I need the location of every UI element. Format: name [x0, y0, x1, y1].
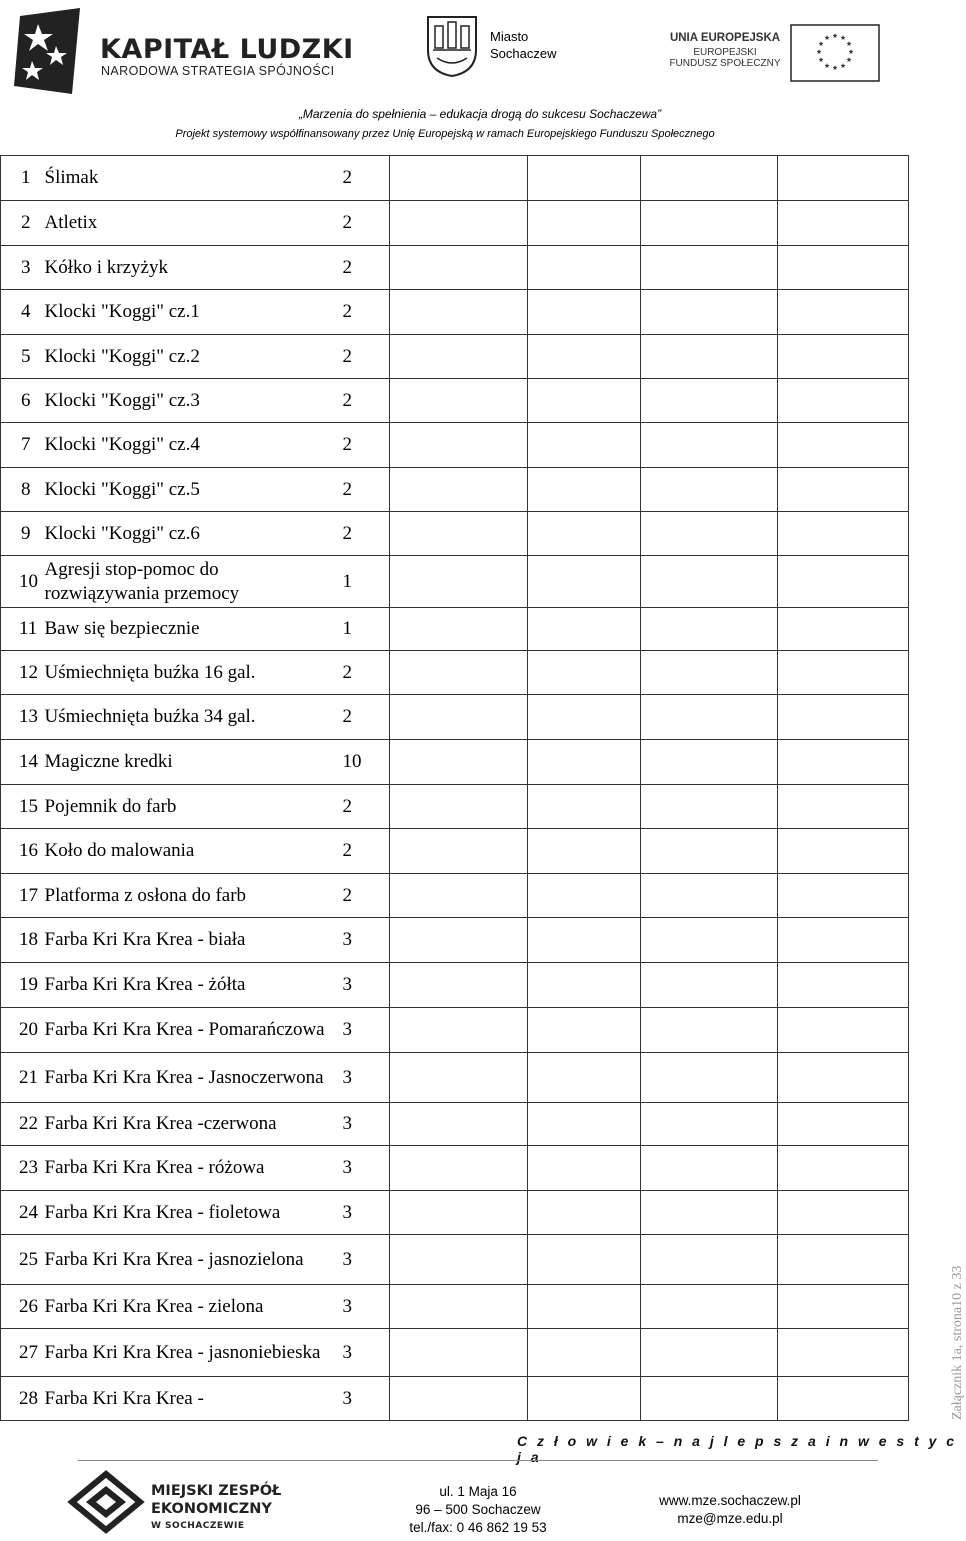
svg-text:★: ★: [831, 32, 839, 40]
row-number: 28: [1, 1377, 43, 1421]
empty-cell: [778, 1008, 909, 1053]
item-name: Klocki "Koggi" cz.4: [43, 423, 337, 468]
item-quantity: 2: [337, 695, 390, 740]
empty-cell: [641, 556, 778, 608]
item-name: Magiczne kredki: [43, 740, 337, 785]
item-quantity: 3: [337, 1191, 390, 1235]
row-number: 26: [1, 1285, 43, 1329]
item-name: Farba Kri Kra Krea - jasnoniebieska: [43, 1329, 337, 1377]
items-table: [0, 155, 909, 1421]
empty-cell: [641, 1285, 778, 1329]
empty-cell: [390, 290, 528, 335]
empty-cell: [778, 651, 909, 695]
footer-divider: [78, 1460, 878, 1461]
empty-cell: [778, 1285, 909, 1329]
empty-cell: [390, 468, 528, 512]
row-number: 12: [1, 651, 43, 695]
item-name: Pojemnik do farb: [43, 785, 337, 829]
empty-cell: [528, 201, 641, 246]
empty-cell: [778, 963, 909, 1008]
table-row: [1, 156, 909, 201]
empty-cell: [528, 423, 641, 468]
empty-cell: [641, 1146, 778, 1191]
empty-cell: [528, 740, 641, 785]
empty-cell: [528, 963, 641, 1008]
project-motto: „Marzenia do spełnienia – edukacja drogą do sukcesu Sochaczewa”: [298, 107, 662, 121]
empty-cell: [641, 423, 778, 468]
empty-cell: [390, 1285, 528, 1329]
empty-cell: [641, 1008, 778, 1053]
empty-cell: [528, 335, 641, 379]
empty-cell: [528, 1377, 641, 1421]
empty-cell: [641, 651, 778, 695]
item-name: Baw się bezpiecznie: [43, 608, 337, 651]
item-quantity: 2: [337, 874, 390, 918]
item-name: Farba Kri Kra Krea -czerwona: [43, 1103, 337, 1146]
empty-cell: [778, 246, 909, 290]
empty-cell: [528, 651, 641, 695]
item-name: Klocki "Koggi" cz.6: [43, 512, 337, 556]
school-address: ul. 1 Maja 16 96 – 500 Sochaczew tel./fax: 0 46 862 19 53: [409, 1484, 547, 1535]
row-number: 25: [1, 1235, 43, 1285]
empty-cell: [528, 1329, 641, 1377]
table-row: [1, 512, 909, 556]
items-table-body: [1, 156, 909, 1421]
row-number: 2: [1, 201, 43, 246]
row-number: 27: [1, 1329, 43, 1377]
svg-text:★: ★: [847, 48, 855, 56]
row-number: 10: [1, 556, 43, 608]
item-name: Farba Kri Kra Krea - żółta: [43, 963, 337, 1008]
svg-text:★: ★: [839, 62, 847, 70]
table-row: [1, 1377, 909, 1421]
table-row: [1, 246, 909, 290]
empty-cell: [390, 785, 528, 829]
empty-cell: [641, 1377, 778, 1421]
empty-cell: [390, 1146, 528, 1191]
empty-cell: [390, 918, 528, 963]
empty-cell: [778, 468, 909, 512]
empty-cell: [641, 468, 778, 512]
item-quantity: 2: [337, 829, 390, 874]
empty-cell: [390, 1329, 528, 1377]
item-name: Agresji stop-pomoc do rozwiązywania przemocy: [43, 556, 337, 608]
sochaczew-crest-icon: [425, 14, 479, 78]
table-row: [1, 290, 909, 335]
row-number: 4: [1, 290, 43, 335]
item-name: Uśmiechnięta buźka 34 gal.: [43, 695, 337, 740]
empty-cell: [390, 556, 528, 608]
item-name: Farba Kri Kra Krea - Jasnoczerwona: [43, 1053, 337, 1103]
empty-cell: [778, 201, 909, 246]
empty-cell: [528, 1285, 641, 1329]
empty-cell: [390, 608, 528, 651]
empty-cell: [390, 201, 528, 246]
item-quantity: 3: [337, 1329, 390, 1377]
row-number: 8: [1, 468, 43, 512]
item-name: Atletix: [43, 201, 337, 246]
eu-logo-text: UNIA EUROPEJSKA EUROPEJSKI FUNDUSZ SPOŁECZNY: [669, 32, 781, 69]
empty-cell: [778, 335, 909, 379]
empty-cell: [390, 423, 528, 468]
empty-cell: [641, 963, 778, 1008]
city-name: Miasto Sochaczew: [490, 29, 557, 61]
row-number: 15: [1, 785, 43, 829]
row-number: 3: [1, 246, 43, 290]
empty-cell: [528, 512, 641, 556]
table-row: [1, 785, 909, 829]
svg-text:★: ★: [845, 40, 853, 48]
row-number: 1: [1, 156, 43, 201]
svg-text:★: ★: [845, 56, 853, 64]
empty-cell: [778, 740, 909, 785]
table-row: [1, 468, 909, 512]
empty-cell: [778, 1329, 909, 1377]
item-name: Klocki "Koggi" cz.1: [43, 290, 337, 335]
empty-cell: [528, 246, 641, 290]
empty-cell: [528, 1053, 641, 1103]
table-row: [1, 201, 909, 246]
empty-cell: [778, 1235, 909, 1285]
table-row: [1, 379, 909, 423]
item-quantity: 2: [337, 651, 390, 695]
empty-cell: [778, 556, 909, 608]
item-quantity: 2: [337, 785, 390, 829]
item-quantity: 3: [337, 1146, 390, 1191]
empty-cell: [390, 874, 528, 918]
item-quantity: 1: [337, 608, 390, 651]
table-row: [1, 1285, 909, 1329]
table-row: [1, 1235, 909, 1285]
empty-cell: [528, 379, 641, 423]
attachment-page-note: Załącznik 1a, strona10 z 33: [950, 1265, 965, 1420]
row-number: 24: [1, 1191, 43, 1235]
item-quantity: 3: [337, 918, 390, 963]
item-quantity: 2: [337, 335, 390, 379]
empty-cell: [390, 695, 528, 740]
empty-cell: [528, 785, 641, 829]
empty-cell: [390, 1008, 528, 1053]
item-name: Klocki "Koggi" cz.2: [43, 335, 337, 379]
svg-text:★: ★: [823, 62, 831, 70]
item-name: Koło do malowania: [43, 829, 337, 874]
item-name: Farba Kri Kra Krea - fioletowa: [43, 1191, 337, 1235]
svg-text:★: ★: [823, 34, 831, 42]
item-quantity: 2: [337, 423, 390, 468]
item-quantity: 2: [337, 246, 390, 290]
svg-text:★: ★: [817, 56, 825, 64]
table-row: [1, 740, 909, 785]
empty-cell: [641, 785, 778, 829]
empty-cell: [641, 1053, 778, 1103]
item-quantity: 2: [337, 290, 390, 335]
svg-text:★: ★: [831, 64, 839, 72]
empty-cell: [390, 246, 528, 290]
empty-cell: [528, 695, 641, 740]
item-name: Farba Kri Kra Krea - różowa: [43, 1146, 337, 1191]
table-row: [1, 874, 909, 918]
item-quantity: 2: [337, 512, 390, 556]
svg-text:★: ★: [817, 40, 825, 48]
row-number: 5: [1, 335, 43, 379]
empty-cell: [641, 829, 778, 874]
empty-cell: [641, 874, 778, 918]
row-number: 16: [1, 829, 43, 874]
empty-cell: [528, 918, 641, 963]
empty-cell: [778, 1191, 909, 1235]
empty-cell: [641, 695, 778, 740]
item-quantity: 2: [337, 201, 390, 246]
empty-cell: [390, 379, 528, 423]
empty-cell: [390, 651, 528, 695]
empty-cell: [528, 1146, 641, 1191]
empty-cell: [641, 1191, 778, 1235]
mze-logo-icon: [70, 1472, 142, 1532]
row-number: 19: [1, 963, 43, 1008]
item-quantity: 2: [337, 468, 390, 512]
eu-flag-icon: [790, 24, 880, 82]
row-number: 11: [1, 608, 43, 651]
table-row: [1, 556, 909, 608]
empty-cell: [778, 695, 909, 740]
svg-text:★: ★: [815, 48, 823, 56]
table-row: [1, 423, 909, 468]
empty-cell: [641, 290, 778, 335]
table-row: [1, 608, 909, 651]
empty-cell: [528, 1103, 641, 1146]
item-quantity: 1: [337, 556, 390, 608]
table-row: [1, 1103, 909, 1146]
item-name: Ślimak: [43, 156, 337, 201]
table-row: [1, 335, 909, 379]
empty-cell: [528, 1191, 641, 1235]
item-name: Platforma z osłona do farb: [43, 874, 337, 918]
footer-slogan: C z ł o w i e k – n a j l e p s z a i n w e s t y c j a: [517, 1433, 958, 1465]
school-contact: [630, 1492, 830, 1528]
row-number: 7: [1, 423, 43, 468]
table-row: [1, 829, 909, 874]
empty-cell: [778, 829, 909, 874]
empty-cell: [778, 918, 909, 963]
empty-cell: [778, 512, 909, 556]
empty-cell: [641, 379, 778, 423]
empty-cell: [641, 1103, 778, 1146]
table-row: [1, 1329, 909, 1377]
table-row: [1, 1191, 909, 1235]
empty-cell: [390, 1235, 528, 1285]
empty-cell: [528, 1235, 641, 1285]
item-quantity: 3: [337, 1377, 390, 1421]
empty-cell: [528, 874, 641, 918]
empty-cell: [528, 468, 641, 512]
empty-cell: [390, 156, 528, 201]
row-number: 20: [1, 1008, 43, 1053]
empty-cell: [641, 608, 778, 651]
item-name: Uśmiechnięta buźka 16 gal.: [43, 651, 337, 695]
empty-cell: [778, 379, 909, 423]
row-number: 9: [1, 512, 43, 556]
empty-cell: [390, 963, 528, 1008]
empty-cell: [778, 1146, 909, 1191]
item-name: Kółko i krzyżyk: [43, 246, 337, 290]
empty-cell: [778, 423, 909, 468]
table-row: [1, 651, 909, 695]
item-name: Farba Kri Kra Krea - biała: [43, 918, 337, 963]
item-quantity: 2: [337, 379, 390, 423]
empty-cell: [778, 156, 909, 201]
item-name: Farba Kri Kra Krea - zielona: [43, 1285, 337, 1329]
empty-cell: [528, 1008, 641, 1053]
item-quantity: 3: [337, 1285, 390, 1329]
item-quantity: 2: [337, 156, 390, 201]
item-quantity: 10: [337, 740, 390, 785]
empty-cell: [641, 1329, 778, 1377]
item-quantity: 3: [337, 963, 390, 1008]
empty-cell: [778, 785, 909, 829]
row-number: 13: [1, 695, 43, 740]
svg-text:★: ★: [839, 34, 847, 42]
kapital-ludzki-title: KAPITAŁ LUDZKI: [100, 34, 354, 65]
empty-cell: [528, 290, 641, 335]
empty-cell: [641, 201, 778, 246]
table-row: [1, 1053, 909, 1103]
row-number: 23: [1, 1146, 43, 1191]
empty-cell: [528, 556, 641, 608]
kapital-ludzki-subtitle: NARODOWA STRATEGIA SPÓJNOŚCI: [101, 64, 335, 78]
table-row: [1, 918, 909, 963]
empty-cell: [778, 1103, 909, 1146]
row-number: 18: [1, 918, 43, 963]
row-number: 17: [1, 874, 43, 918]
empty-cell: [390, 829, 528, 874]
empty-cell: [778, 608, 909, 651]
empty-cell: [641, 156, 778, 201]
empty-cell: [390, 1053, 528, 1103]
item-quantity: 3: [337, 1103, 390, 1146]
row-number: 22: [1, 1103, 43, 1146]
empty-cell: [390, 1103, 528, 1146]
mze-school-name: MIEJSKI ZESPÓŁ EKONOMICZNY W SOCHACZEWIE: [151, 1483, 282, 1531]
empty-cell: [778, 290, 909, 335]
empty-cell: [641, 512, 778, 556]
row-number: 21: [1, 1053, 43, 1103]
item-name: Farba Kri Kra Krea - Pomarańczowa: [43, 1008, 337, 1053]
item-name: Farba Kri Kra Krea - jasnozielona: [43, 1235, 337, 1285]
empty-cell: [778, 1053, 909, 1103]
empty-cell: [778, 1377, 909, 1421]
email-link[interactable]: mze@mze.edu.pl: [677, 1511, 783, 1526]
empty-cell: [390, 335, 528, 379]
table-row: [1, 695, 909, 740]
item-name: Farba Kri Kra Krea -: [43, 1377, 337, 1421]
item-name: Klocki "Koggi" cz.5: [43, 468, 337, 512]
item-quantity: 3: [337, 1235, 390, 1285]
empty-cell: [390, 1191, 528, 1235]
empty-cell: [390, 512, 528, 556]
empty-cell: [641, 1235, 778, 1285]
empty-cell: [641, 740, 778, 785]
empty-cell: [528, 829, 641, 874]
empty-cell: [641, 335, 778, 379]
item-quantity: 3: [337, 1053, 390, 1103]
kapital-ludzki-logo-icon: [10, 6, 85, 96]
table-row: [1, 963, 909, 1008]
empty-cell: [528, 608, 641, 651]
page-header: [0, 0, 960, 150]
empty-cell: [390, 740, 528, 785]
empty-cell: [390, 1377, 528, 1421]
project-description: Projekt systemowy współfinansowany przez Unię Europejską w ramach Europejskiego Funduszu Społecznego: [175, 128, 715, 140]
table-row: [1, 1146, 909, 1191]
empty-cell: [641, 918, 778, 963]
item-name: Klocki "Koggi" cz.3: [43, 379, 337, 423]
row-number: 14: [1, 740, 43, 785]
item-quantity: 3: [337, 1008, 390, 1053]
empty-cell: [778, 874, 909, 918]
website-link[interactable]: www.mze.sochaczew.pl: [659, 1493, 801, 1508]
row-number: 6: [1, 379, 43, 423]
empty-cell: [528, 156, 641, 201]
table-row: [1, 1008, 909, 1053]
empty-cell: [641, 246, 778, 290]
